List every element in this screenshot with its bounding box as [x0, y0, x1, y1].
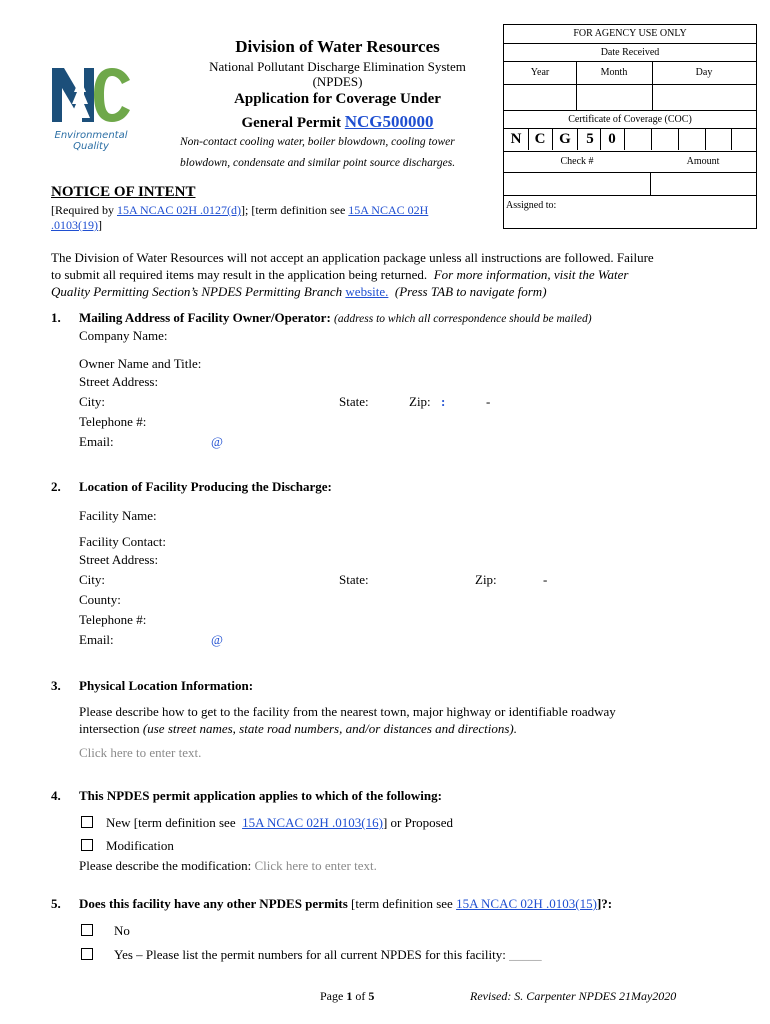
month-label: Month	[600, 67, 628, 78]
assigned-to-label: Assigned to:	[506, 200, 557, 211]
general-permit-line	[175, 112, 500, 132]
modification-option-label: Modification	[106, 838, 174, 853]
city-label[interactable]: City:	[79, 394, 106, 409]
modification-description	[79, 857, 377, 874]
ncac-0103-19-link[interactable]: 15A NCAC 02H	[348, 203, 429, 217]
npdes-system-line1: National Pollutant Discharge Elimination System	[209, 59, 466, 74]
modification-desc-label: Please describe the modification:	[79, 858, 252, 873]
agency-heading: FOR AGENCY USE ONLY	[573, 28, 687, 39]
section1-title: Mailing Address of Facility Owner/Operator:	[79, 310, 331, 325]
new-checkbox[interactable]	[81, 816, 93, 828]
nc-deq-logo	[50, 64, 132, 154]
section3-title: Physical Location Information:	[79, 678, 254, 693]
no-option-label: No	[114, 923, 130, 938]
coc-letter: 0	[608, 131, 616, 147]
general-permit-number[interactable]: NCG500000	[344, 112, 434, 131]
no-checkbox[interactable]	[81, 924, 93, 936]
coc-letter: 5	[586, 131, 594, 147]
division-title: Division of Water Resources	[235, 37, 440, 56]
section3-desc-line1: Please describe how to get to the facility from the nearest town, major highway or identifiable roadway	[79, 704, 616, 719]
zip-label[interactable]: Zip:	[409, 394, 431, 409]
section3-description	[79, 703, 739, 737]
section1-heading	[79, 310, 739, 326]
coc-letter: G	[559, 131, 571, 147]
section5-title: Does this facility have any other NPDES permits	[79, 896, 348, 911]
date-received-row	[504, 43, 756, 61]
page-current: 1	[346, 989, 353, 1003]
agency-heading-row	[504, 25, 756, 44]
zip-separator: :	[441, 394, 446, 409]
zip-dash: -	[486, 394, 491, 409]
coc-letter: N	[510, 131, 522, 147]
facility-contact-label[interactable]: Facility Contact:	[79, 534, 167, 549]
ncac-0103-19-link-cont[interactable]: .0103(19)	[51, 218, 98, 232]
new-option-suffix: ] or Proposed	[382, 815, 453, 830]
email-label[interactable]: Email:	[79, 434, 114, 449]
facility-state-label[interactable]: State:	[339, 572, 369, 587]
notice-of-intent-heading: NOTICE OF INTENT	[51, 184, 196, 200]
nc-logo-icon	[50, 64, 132, 126]
facility-street-label[interactable]: Street Address:	[79, 552, 159, 567]
ncac-0127d-link[interactable]: 15A NCAC 02H .0127(d)	[116, 203, 241, 217]
section3-desc-line2-plain: intersection	[79, 721, 140, 736]
facility-zip-dash: -	[543, 572, 548, 587]
check-amount-label-row	[504, 150, 756, 173]
permit-numbers-field[interactable]: _____	[509, 947, 542, 962]
intro-line2-italic: For more information, visit the Water	[433, 267, 629, 282]
section4-title: This NPDES permit application applies to which of the following:	[79, 788, 442, 803]
new-option-label	[106, 814, 453, 831]
page-number	[320, 989, 374, 1004]
email-at-sign: @	[211, 434, 223, 449]
page-prefix: Page	[320, 989, 344, 1003]
state-label[interactable]: State:	[339, 394, 369, 409]
section4-number: 4.	[51, 788, 61, 803]
intro-line2-plain: to submit all required items may result in the application being returned.	[51, 267, 428, 282]
section3-desc-line2-italic: (use street names, state road numbers, and/or distances and directions).	[142, 721, 517, 736]
npdes-system-title	[170, 59, 505, 89]
section3-number: 3.	[51, 678, 61, 693]
discharge-description-line2: blowdown, condensate and similar point source discharges.	[180, 157, 456, 169]
intro-line3-italic: Quality Permitting Section’s NPDES Permitting Branch	[51, 284, 343, 299]
facility-telephone-label[interactable]: Telephone #:	[79, 612, 147, 627]
intro-line3-tail: (Press TAB to navigate form)	[394, 284, 547, 299]
yes-checkbox[interactable]	[81, 948, 93, 960]
page-of: of	[355, 989, 366, 1003]
required-mid: ]; [term definition see	[241, 203, 349, 217]
section5-number: 5.	[51, 896, 61, 911]
section5-prefix: [term definition see	[351, 896, 453, 911]
facility-name-label[interactable]: Facility Name:	[79, 508, 157, 523]
yes-option-text: Yes – Please list the permit numbers for all current NPDES for this facility:	[114, 947, 506, 962]
discharge-description	[180, 132, 500, 174]
section1-number: 1.	[51, 310, 61, 325]
ncac-0103-15-link[interactable]: 15A NCAC 02H .0103(15)	[456, 896, 597, 911]
logo-subtitle-line1: Environmental	[54, 130, 128, 141]
application-title: Application for Coverage Under	[234, 91, 441, 107]
required-by-note	[51, 203, 491, 233]
assigned-to-box[interactable]	[503, 194, 757, 229]
section1-note: (address to which all correspondence should be mailed)	[334, 313, 592, 325]
yes-option-label	[114, 946, 542, 963]
ncac-0103-16-link[interactable]: 15A NCAC 02H .0103(16)	[242, 815, 383, 830]
section5-suffix: ]?:	[596, 896, 613, 911]
directions-text-field[interactable]: Click here to enter text.	[79, 745, 202, 760]
check-number-label: Check #	[560, 156, 594, 167]
owner-name-label[interactable]: Owner Name and Title:	[79, 356, 202, 371]
section5-heading	[79, 896, 739, 912]
coc-number-row	[504, 128, 756, 152]
check-amount-input-row[interactable]	[504, 172, 756, 195]
agency-use-box	[503, 24, 757, 196]
coc-label-row	[504, 110, 756, 128]
year-label: Year	[530, 67, 550, 78]
required-suffix: ]	[98, 218, 102, 232]
page-total: 5	[368, 989, 375, 1003]
modification-checkbox[interactable]	[81, 839, 93, 851]
modification-text-field[interactable]: Click here to enter text.	[254, 858, 377, 873]
discharge-description-line1: Non-contact cooling water, boiler blowdown, cooling tower	[180, 136, 455, 148]
date-received-label: Date Received	[600, 47, 660, 58]
revision-note: Revised: S. Carpenter NPDES 21May2020	[470, 989, 677, 1003]
website-link[interactable]: website.	[345, 284, 389, 299]
facility-zip-label[interactable]: Zip:	[475, 572, 497, 587]
new-option-prefix: New [term definition see	[106, 815, 236, 830]
general-permit-label: General Permit	[241, 115, 341, 131]
amount-label: Amount	[686, 156, 720, 167]
facility-email-at-sign: @	[211, 632, 223, 647]
required-prefix: [Required by	[51, 203, 117, 217]
street-address-label[interactable]: Street Address:	[79, 374, 159, 389]
facility-email-label[interactable]: Email:	[79, 632, 114, 647]
npdes-system-line2: (NPDES)	[312, 74, 363, 89]
facility-city-label[interactable]: City:	[79, 572, 106, 587]
company-name-label[interactable]: Company Name:	[79, 328, 168, 343]
section2-title: Location of Facility Producing the Discharge:	[79, 479, 332, 494]
telephone-label[interactable]: Telephone #:	[79, 414, 147, 429]
day-label: Day	[695, 67, 713, 78]
date-input-row[interactable]	[504, 83, 756, 111]
coc-label: Certificate of Coverage (COC)	[568, 114, 692, 125]
coc-letter: C	[534, 131, 546, 147]
section2-number: 2.	[51, 479, 61, 494]
county-label[interactable]: County:	[79, 592, 121, 607]
intro-line1: The Division of Water Resources will not accept an application package unless all instructions are followed. Failure	[51, 250, 654, 265]
instructions-paragraph	[51, 249, 731, 300]
logo-subtitle-line2: Quality	[73, 141, 109, 152]
date-labels-row	[504, 61, 756, 85]
